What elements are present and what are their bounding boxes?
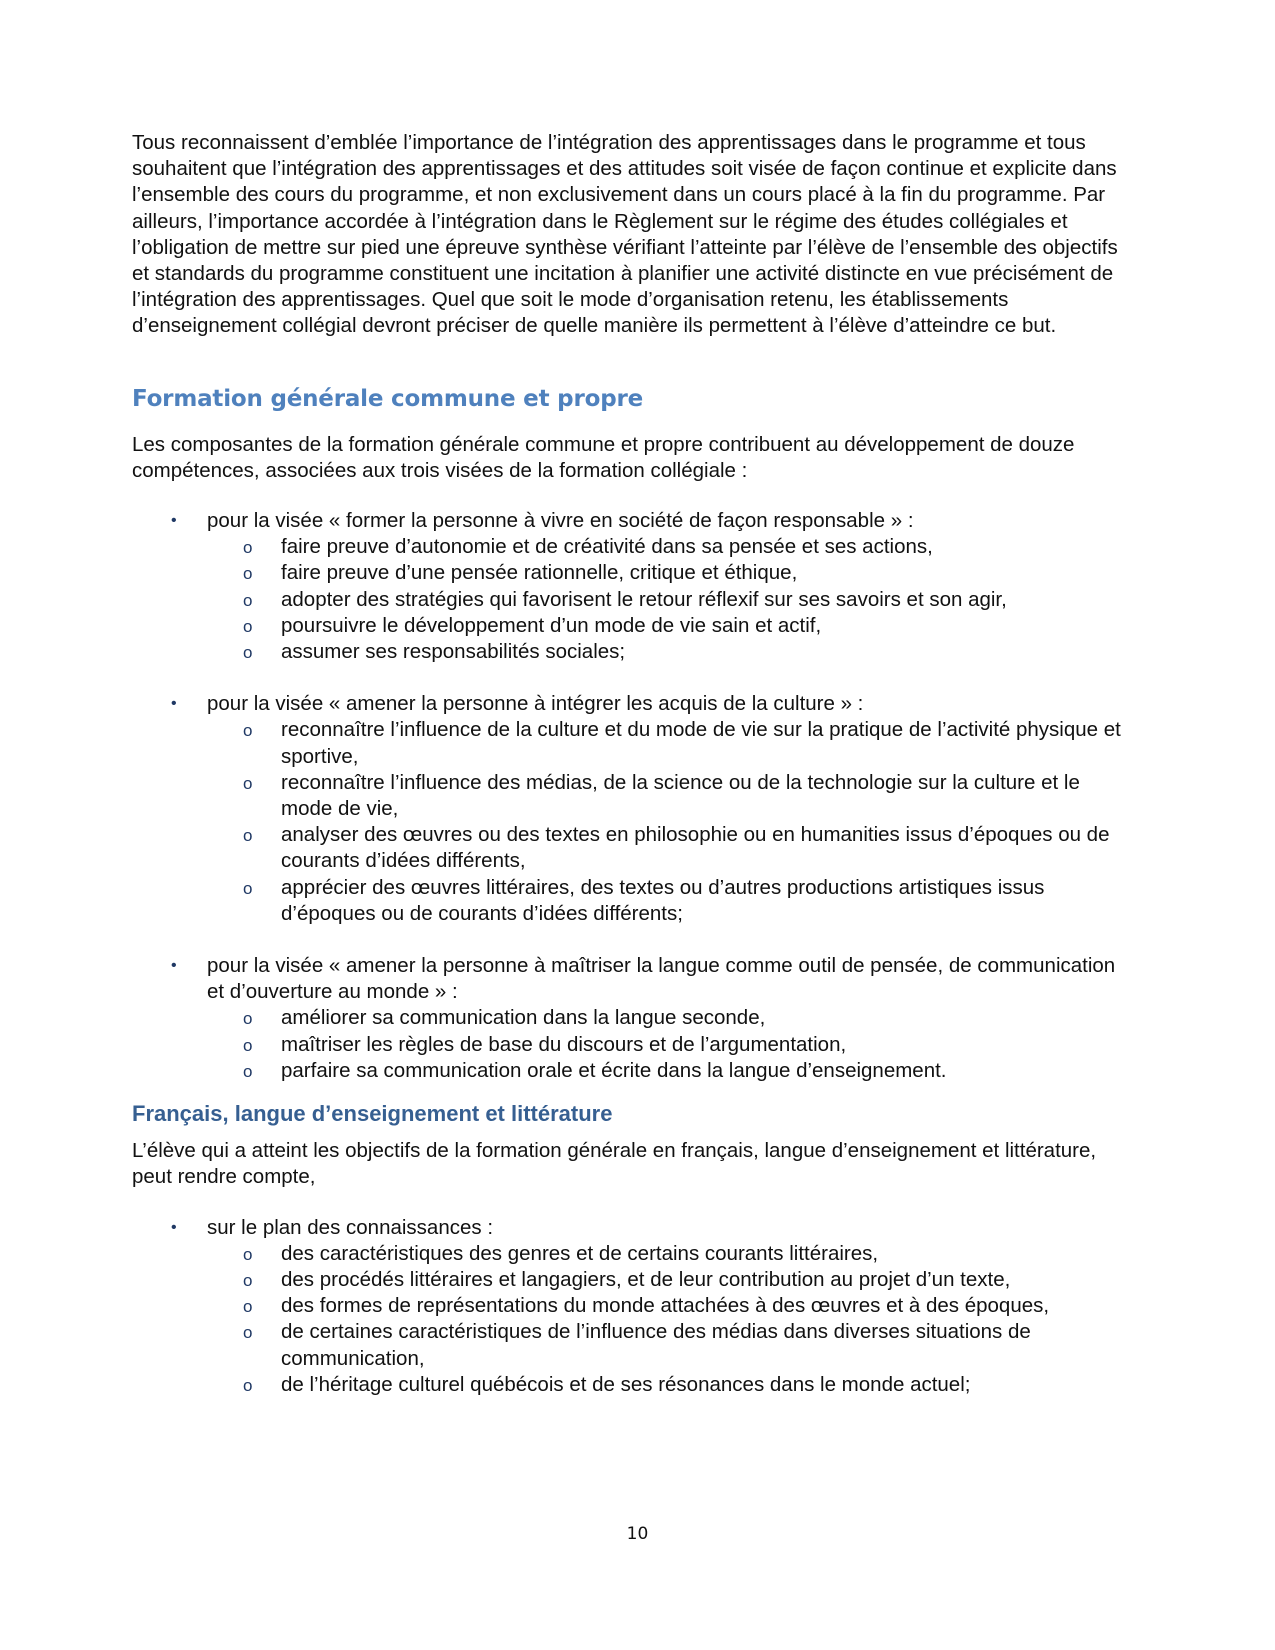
sub-list-item (207, 613, 1132, 639)
sub-list-item (207, 1372, 1132, 1398)
sub-list-item (207, 875, 1132, 927)
sub-list-item (207, 717, 1132, 769)
document-page (132, 130, 1132, 1398)
circle-bullet-icon: o (243, 590, 253, 610)
sub-list-item (207, 822, 1132, 874)
list-item (132, 691, 1132, 927)
sub-list-item (207, 639, 1132, 665)
circle-bullet-icon: o (243, 564, 253, 584)
sub-list (207, 534, 1132, 665)
sub-item-text: faire preuve d’une pensée rationnelle, critique et éthique, (281, 561, 798, 585)
sub-item-text: des procédés littéraires et langagiers, et de leur contribution au projet d’un texte, (281, 1267, 1011, 1291)
circle-bullet-icon: o (243, 878, 253, 898)
circle-bullet-icon: o (243, 1270, 253, 1290)
sub-list (207, 1241, 1132, 1398)
bullet-icon: • (171, 957, 177, 975)
sub-item-text: maîtriser les règles de base du discours et de l’argumentation, (281, 1032, 847, 1056)
sub-item-text: faire preuve d’autonomie et de créativité dans sa pensée et ses actions, (281, 535, 933, 559)
circle-bullet-icon: o (243, 773, 253, 793)
list-item-label: pour la visée « former la personne à vivre en société de façon responsable » : (207, 509, 914, 533)
sub-item-text: parfaire sa communication orale et écrite dans la langue d’enseignement. (281, 1058, 947, 1082)
sub-item-text: de certaines caractéristiques de l’influence des médias dans diverses situations de communication, (281, 1320, 1031, 1370)
sub-list-item (207, 1058, 1132, 1084)
section-heading-formation-generale: Formation générale commune et propre (132, 385, 643, 412)
sub-item-text: apprécier des œuvres littéraires, des textes ou d’autres productions artistiques issus d’époques ou de courants d’idées différents; (281, 875, 1045, 925)
list-item (132, 1215, 1132, 1398)
bullet-icon: • (171, 1218, 177, 1236)
circle-bullet-icon: o (243, 1035, 253, 1055)
sub-item-text: reconnaître l’influence des médias, de la science ou de la technologie sur la culture et le mode de vie, (281, 770, 1080, 821)
list-item-label: sur le plan des connaissances : (207, 1215, 494, 1239)
sub-item-text: améliorer sa communication dans la langue seconde, (281, 1006, 766, 1030)
sub-list (207, 717, 1132, 927)
sub-list-item (207, 1267, 1132, 1293)
sub-list-item (207, 1293, 1132, 1319)
sub-list-item (207, 1032, 1132, 1058)
circle-bullet-icon: o (243, 538, 253, 558)
circle-bullet-icon: o (243, 643, 253, 663)
list-item (132, 953, 1132, 1084)
list-item-label: pour la visée « amener la personne à maîtriser la langue comme outil de pensée, de communication et d’ouverture au monde » : (207, 954, 1116, 1004)
list-item-label: pour la visée « amener la personne à intégrer les acquis de la culture » : (207, 692, 864, 716)
circle-bullet-icon: o (243, 616, 253, 636)
circle-bullet-icon: o (243, 1323, 253, 1343)
sub-item-text: poursuivre le développement d’un mode de vie sain et actif, (281, 613, 822, 637)
section-heading-francais: Français, langue d’enseignement et littérature (132, 1101, 613, 1127)
sub-list-item (207, 1241, 1132, 1267)
bullet-icon: • (171, 695, 177, 713)
sub-item-text: de l’héritage culturel québécois et de ses résonances dans le monde actuel; (281, 1372, 971, 1396)
list-item (132, 508, 1132, 665)
sub-item-text: reconnaître l’influence de la culture et du mode de vie sur la pratique de l’activité physique et sportive, (281, 718, 1121, 768)
section-intro: Les composantes de la formation générale commune et propre contribuent au développement de douze compétences, associées aux trois visées de la formation collégiale : (132, 432, 1075, 482)
circle-bullet-icon: o (243, 1061, 253, 1081)
intro-paragraph: Tous reconnaissent d’emblée l’importance de l’intégration des apprentissages dans le programme et tous souhaitent que l’intégration des apprentissages et des attitudes soit visée de façon continue et explicite dans l’ensemble des cours du programme, et non exclusivement dans un cours placé à la fin du programme. Par ailleurs, l’importance accordée à l’intégration dans le Règlement sur le régime des études collégiales et l’obligation de mettre sur pied une épreuve synthèse vérifiant l’atteinte par l’élève de l’ensemble des objectifs et standards du programme constituent une incitation à planifier une activité distincte en vue précisément de l’intégration des apprentissages. Quel que soit le mode d’organisation retenu, les établissements d’enseignement collégial devront préciser de quelle manière ils permettent à l’élève d’atteindre ce but. (132, 131, 1118, 338)
sub-list-item (207, 534, 1132, 560)
sub-item-text: des caractéristiques des genres et de certains courants littéraires, (281, 1241, 879, 1265)
sub-list-item (207, 587, 1132, 613)
sub-item-text: assumer ses responsabilités sociales; (281, 640, 626, 664)
bullet-icon: • (171, 512, 177, 530)
page-number: 10 (626, 1524, 649, 1544)
circle-bullet-icon: o (243, 1375, 253, 1395)
knowledge-list (132, 1215, 1132, 1398)
sub-list-item (207, 560, 1132, 586)
circle-bullet-icon: o (243, 1009, 253, 1029)
sub-list (207, 1005, 1132, 1084)
sub-item-text: adopter des stratégies qui favorisent le retour réflexif sur ses savoirs et son agir, (281, 587, 1007, 611)
competency-list (132, 508, 1132, 1084)
sub-list-item (207, 1005, 1132, 1031)
circle-bullet-icon: o (243, 826, 253, 846)
sub-item-text: analyser des œuvres ou des textes en philosophie ou en humanities issus d’époques ou de courants d’idées différents, (281, 823, 1110, 873)
section-intro: L’élève qui a atteint les objectifs de la formation générale en français, langue d’enseignement et littérature, peut rendre compte, (132, 1139, 1097, 1189)
sub-list-item (207, 1319, 1132, 1371)
sub-item-text: des formes de représentations du monde attachées à des œuvres et à des époques, (281, 1294, 1050, 1318)
circle-bullet-icon: o (243, 1297, 253, 1317)
circle-bullet-icon: o (243, 721, 253, 741)
sub-list-item (207, 770, 1132, 822)
circle-bullet-icon: o (243, 1244, 253, 1264)
